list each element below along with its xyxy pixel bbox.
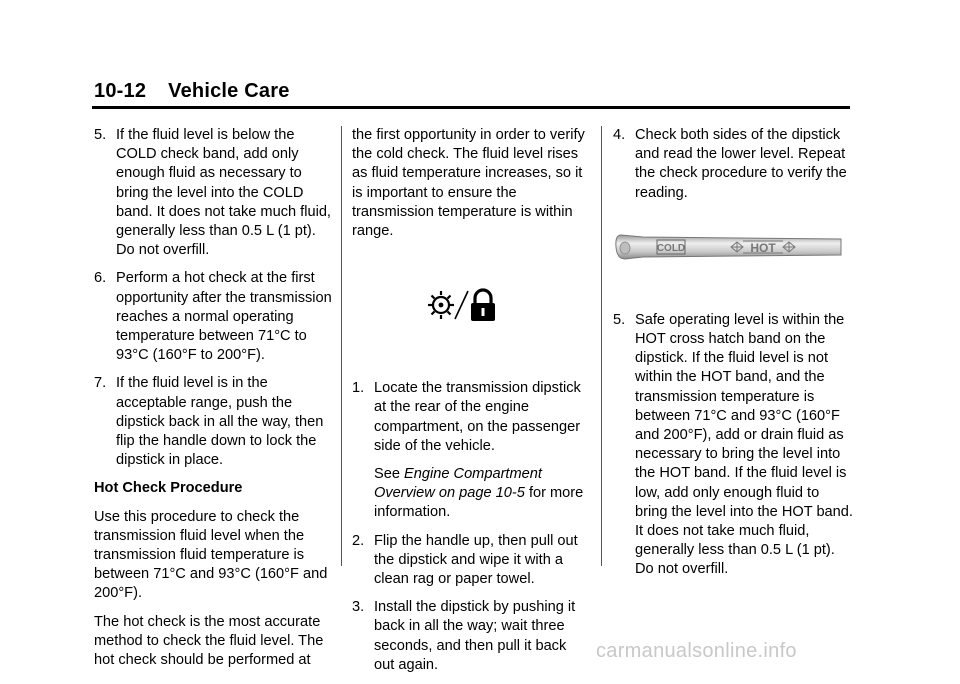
list-item-3: 3. Install the dipstick by pushing it back in all the way; wait three seconds, and then pull it back out again. bbox=[352, 599, 576, 673]
dipstick-illustration bbox=[613, 229, 853, 269]
page-number: 10-12 bbox=[94, 80, 147, 102]
page-header bbox=[94, 80, 290, 103]
column-divider-2 bbox=[601, 126, 602, 566]
column-2 bbox=[352, 126, 590, 684]
header-rule bbox=[92, 106, 850, 109]
cross-reference-link[interactable]: Engine Compartment Overview on page 10-5 bbox=[374, 466, 542, 502]
svg-text:HOT: HOT bbox=[750, 240, 776, 255]
see-reference: See Engine Compartment Overview on page 10-5 for more information. bbox=[374, 466, 584, 521]
column-3 bbox=[613, 126, 853, 589]
transmission-lock-icon bbox=[428, 287, 498, 323]
column-1 bbox=[94, 126, 334, 679]
slash-icon bbox=[455, 291, 468, 319]
lock-icon bbox=[471, 290, 495, 321]
section-title: Vehicle Care bbox=[168, 80, 290, 102]
hot-check-heading: Hot Check Procedure bbox=[94, 480, 243, 497]
paragraph: The hot check is the most accurate method to check the fluid level. The hot check should be performed at bbox=[94, 613, 324, 669]
list-item-7: 7. If the fluid level is in the acceptable range, push the dipstick back in all the way, then flip the handle down to lock the dipstick in place. bbox=[94, 375, 324, 469]
service-lock-icon-group bbox=[428, 287, 590, 327]
list-item-5: 5. Safe operating level is within the HOT cross hatch band on the dipstick. If the fluid level is not within the HOT band, and the transmission temperature is between 71°C and 93°C (160°F and 200°F), add or drain fluid as necessary to bring the level into the HOT band. If the fluid level is low, add only enough fluid to bring the level into the HOT band. It does not take much fluid, generally less than 0.5 L (1 pt). Do not overfill. bbox=[613, 311, 853, 578]
paragraph-continued: the first opportunity in order to verify the cold check. The fluid level rises as fluid temperature increases, so it is important to ensure the transmission temperature is within range. bbox=[352, 127, 585, 240]
list-item-4: 4. Check both sides of the dipstick and read the lower level. Repeat the check procedure to verify the reading. bbox=[613, 127, 847, 201]
paragraph: Use this procedure to check the transmission fluid level when the transmission fluid temperature is between 71°C and 93°C (160°F and 200°F). bbox=[94, 508, 328, 602]
list-item-2: 2. Flip the handle up, then pull out the dipstick and wipe it with a clean rag or paper towel. bbox=[352, 532, 578, 588]
column-divider-1 bbox=[341, 126, 342, 566]
svg-text:COLD: COLD bbox=[656, 242, 686, 254]
watermark: carmanualsonline.info bbox=[596, 640, 797, 662]
dipstick-image bbox=[613, 229, 843, 269]
list-item-6: 6. Perform a hot check at the first opportunity after the transmission reaches a normal operating temperature between 71°C to 93°C (160°F to 200°F). bbox=[94, 270, 332, 364]
list-item-1: 1. Locate the transmission dipstick at the rear of the engine compartment, on the passenger side of the vehicle. bbox=[352, 380, 581, 454]
list-item-5: 5. If the fluid level is below the COLD check band, add only enough fluid as necessary to bring the level into the COLD band. It does not take much fluid, generally less than 0.5 L (1 pt). Do not overfill. bbox=[94, 127, 331, 259]
